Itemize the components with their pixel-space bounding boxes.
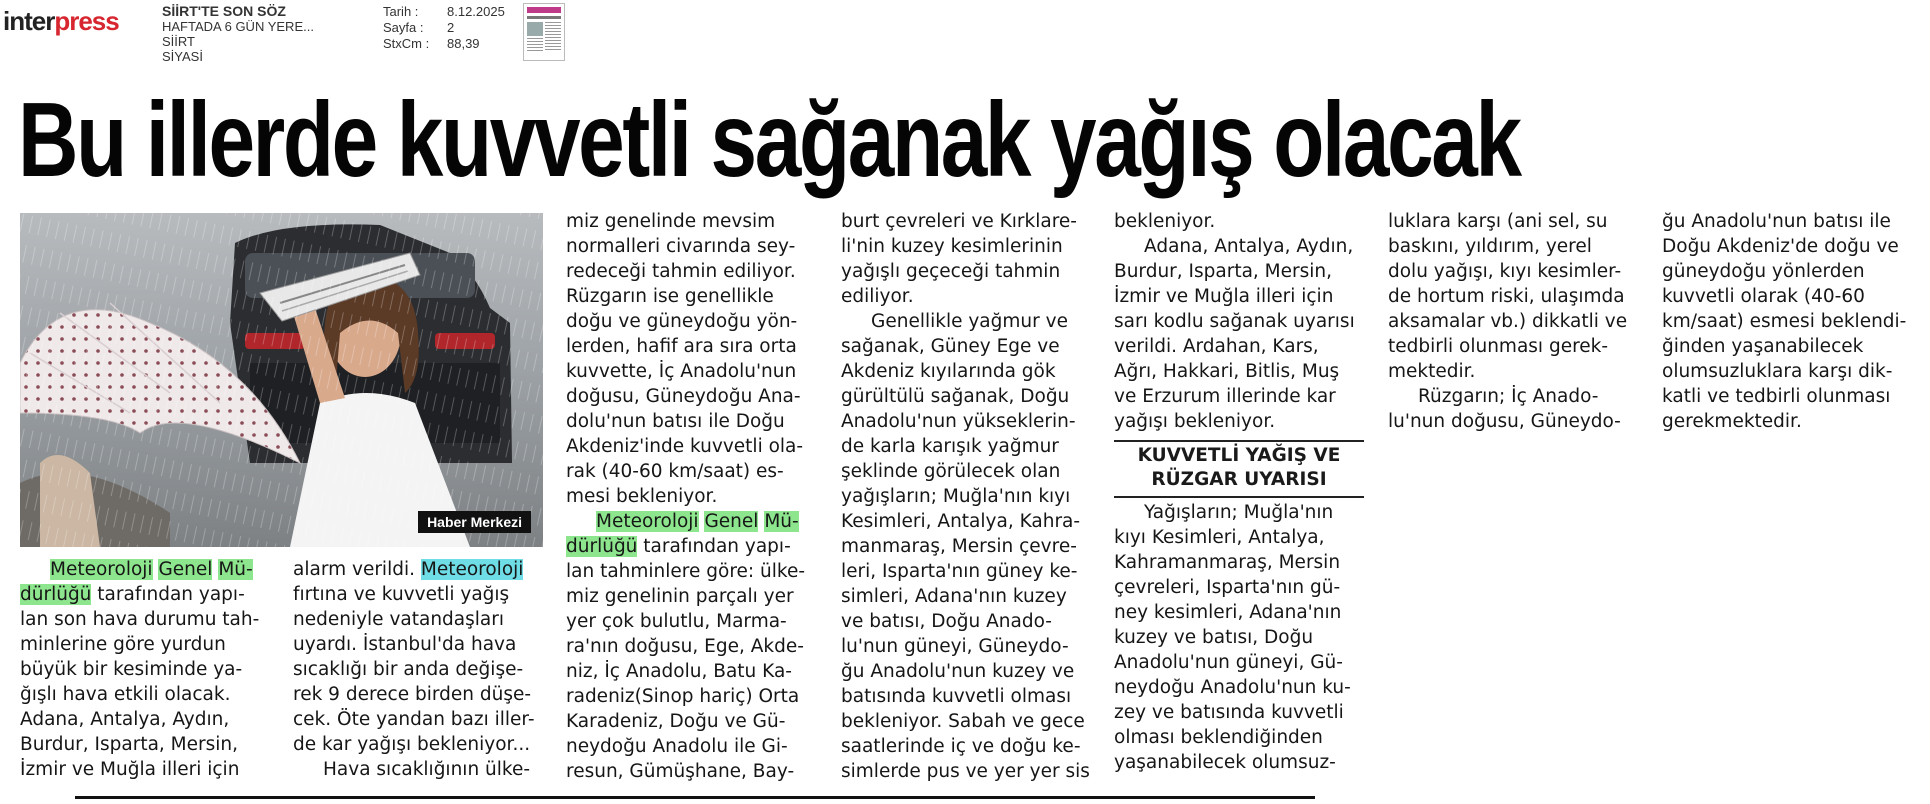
- article-line: ğu Anadolu'nun batısı ile: [1662, 211, 1891, 232]
- article-line: Kesimleri, Antalya, Kahra-: [841, 511, 1081, 532]
- page-thumbnail[interactable]: [523, 3, 565, 61]
- article-line: Yağışların; Muğla'nın: [1144, 502, 1334, 523]
- article-line: yağışlı geçeceği tahmin: [841, 261, 1061, 282]
- article-line: kuvvetli olarak (40-60: [1662, 286, 1865, 307]
- article-line: zey ve batısında kuvvetli: [1114, 702, 1344, 723]
- article-line: sarı kodlu sağanak uyarısı: [1114, 311, 1355, 332]
- article-line: redeceği tahmin ediliyor.: [566, 261, 796, 282]
- article-line: dolu yağışı, kıyı kesimler-: [1388, 261, 1622, 282]
- article-line: yağışı bekleniyor.: [1114, 411, 1276, 432]
- meta-value: 2: [447, 20, 455, 35]
- article-line: Meteoroloji Genel Mü-: [596, 511, 799, 532]
- article-line: Anadolu'nun güneyi, Gü-: [1114, 652, 1343, 673]
- article-line: luklara karşı (ani sel, su: [1388, 211, 1608, 232]
- article-line: Kahramanmaraş, Mersin: [1114, 552, 1341, 573]
- article-line: Karadeniz, Doğu ve Gü-: [566, 711, 786, 732]
- article-line: manmaraş, Mersin çevre-: [841, 536, 1077, 557]
- article-line: Anadolu'nun yükseklerin-: [841, 411, 1076, 432]
- article-line: Akdeniz'inde kuvvetli ola-: [566, 436, 804, 457]
- article-photo: [20, 213, 543, 547]
- article-line: ney kesimleri, Adana'nın: [1114, 602, 1342, 623]
- article-line: ğu Anadolu'nun kuzey ve: [841, 661, 1075, 682]
- article-line: Doğu Akdeniz'de doğu ve: [1662, 236, 1899, 257]
- article-column-1: [20, 557, 259, 782]
- article-line: minlerine göre yurdun: [20, 634, 226, 655]
- bottom-rule: [75, 796, 1315, 799]
- article-line: uyardı. İstanbul'da hava: [293, 634, 517, 655]
- article-line: gerekmektedir.: [1662, 411, 1802, 432]
- article-line: de karla karışık yağmur: [841, 436, 1059, 457]
- article-line: lu'nun güneyi, Güneydo-: [841, 636, 1069, 657]
- article-line: Hava sıcaklığının ülke-: [323, 759, 531, 780]
- article-line: katli ve tedbirli olunması: [1662, 386, 1891, 407]
- article-line: alarm verildi. Meteoroloji: [293, 559, 524, 580]
- article-line: Adana, Antalya, Aydın,: [20, 709, 230, 730]
- subhead-line-1: KUVVETLİ YAĞIŞ VE: [1137, 445, 1341, 466]
- article-column-5b: [1114, 500, 1351, 775]
- article-line: Adana, Antalya, Aydın,: [1144, 236, 1354, 257]
- publication-name: SİİRT'TE SON SÖZ: [162, 4, 286, 19]
- article-line: simlerde pus ve yer yer sis: [841, 761, 1090, 782]
- article-line: olumsuzluklara karşı dik-: [1662, 361, 1893, 382]
- article-line: yaşanabilecek olumsuz-: [1114, 752, 1336, 773]
- meta-key: Tarih :: [383, 4, 419, 19]
- article-line: Burdur, Isparta, Mersin,: [1114, 261, 1332, 282]
- article-column-6: [1388, 209, 1627, 434]
- article-line: gürültülü sağanak, Doğu: [841, 386, 1070, 407]
- article-line: Rüzgarın ise genellikle: [566, 286, 774, 307]
- article-line: yağışların; Muğla'nın kıyı: [841, 486, 1071, 507]
- publication-city: SİİRT: [162, 34, 195, 49]
- article-line: neydoğu Anadolu'nun ku-: [1114, 677, 1351, 698]
- logo-text: inter: [3, 6, 55, 36]
- article-line: verildi. Ardahan, Kars,: [1114, 336, 1319, 357]
- article-line: mektedir.: [1388, 361, 1476, 382]
- article-line: rak (40-60 km/saat) es-: [566, 461, 784, 482]
- article-line: baskını, yıldırım, yerel: [1388, 236, 1592, 257]
- article-line: resun, Gümüşhane, Bay-: [566, 761, 795, 782]
- article-line: olması beklendiğinden: [1114, 727, 1323, 748]
- article-line: li'nin kuzey kesimlerinin: [841, 236, 1063, 257]
- article-column-3: [566, 209, 805, 784]
- article-line: lu'nun doğusu, Güneydo-: [1388, 411, 1621, 432]
- article-line: sıcaklığı bir anda değişe-: [293, 659, 524, 680]
- article-line: neydoğu Anadolu ile Gi-: [566, 736, 788, 757]
- article-line: Akdeniz kıyılarında gök: [841, 361, 1056, 382]
- article-line: Genellikle yağmur ve: [871, 311, 1068, 332]
- article-headline: Bu illerde kuvvetli sağanak yağış olacak: [18, 81, 1520, 199]
- meta-value: 8.12.2025: [447, 4, 505, 19]
- article-line: batısında kuvvetli olması: [841, 686, 1072, 707]
- meta-row-date: [383, 4, 505, 20]
- article-line: sağanak, Güney Ege ve: [841, 336, 1060, 357]
- article-line: çevreleri, Isparta'nın gü-: [1114, 577, 1341, 598]
- article-line: nedeniyle vatandaşları: [293, 609, 504, 630]
- article-line: aksamalar vb.) dikkatli ve: [1388, 311, 1628, 332]
- article-line: lerden, hafif ara sıra orta: [566, 336, 797, 357]
- article-line: ve Erzurum illerinde kar: [1114, 386, 1336, 407]
- article-line: ğinden yaşanabilecek: [1662, 336, 1864, 357]
- article-line: Ağrı, Hakkari, Bitlis, Muş: [1114, 361, 1340, 382]
- article-line: burt çevreleri ve Kırklare-: [841, 211, 1077, 232]
- article-line: kıyı Kesimleri, Antalya,: [1114, 527, 1325, 548]
- article-line: Meteoroloji Genel Mü-: [50, 559, 253, 580]
- logo-text-accent: press: [54, 6, 119, 36]
- meta-row-stxcm: [383, 36, 505, 52]
- article-line: simleri, Adana'nın kuzey: [841, 586, 1067, 607]
- interpress-logo: [3, 6, 119, 37]
- article-line: güneydoğu yönlerden: [1662, 261, 1865, 282]
- article-line: İzmir ve Muğla illeri için: [20, 759, 240, 780]
- article-line: de kar yağışı bekleniyor...: [293, 734, 531, 755]
- photo-credit: Haber Merkezi: [418, 511, 531, 533]
- article-line: mesi bekleniyor.: [566, 486, 718, 507]
- subhead-line-2: RÜZGAR UYARISI: [1151, 469, 1327, 490]
- section-subheading: [1114, 440, 1364, 498]
- article-line: Burdur, Isparta, Mersin,: [20, 734, 238, 755]
- article-line: büyük bir kesiminde ya-: [20, 659, 243, 680]
- article-line: şeklinde görülecek olan: [841, 461, 1061, 482]
- article-line: dürlüğü tarafından yapı-: [566, 536, 791, 557]
- article-line: tedbirli olunması gerek-: [1388, 336, 1609, 357]
- article-line: km/saat) esmesi beklendi-: [1662, 311, 1907, 332]
- article-line: ediliyor.: [841, 286, 914, 307]
- article-line: fırtına ve kuvvetli yağış: [293, 584, 510, 605]
- article-line: normalleri civarında sey-: [566, 236, 796, 257]
- article-column-5a: [1114, 209, 1355, 434]
- article-line: rek 9 derece birden düşe-: [293, 684, 532, 705]
- article-line: miz genelinde mevsim: [566, 211, 776, 232]
- article-line: Rüzgarın; İç Anado-: [1418, 386, 1599, 407]
- article-line: radeniz(Sinop hariç) Orta: [566, 686, 800, 707]
- publication-column: HAFTADA 6 GÜN YERE...: [162, 19, 314, 34]
- article-line: bekleniyor. Sabah ve gece: [841, 711, 1085, 732]
- article-column-4: [841, 209, 1090, 784]
- article-line: niz, İç Anadolu, Batu Ka-: [566, 661, 792, 682]
- article-line: miz genelinin parçalı yer: [566, 586, 794, 607]
- publication-category: SİYASİ: [162, 49, 203, 64]
- publication-info: [162, 4, 392, 64]
- rain-scene-illustration: [20, 213, 543, 547]
- meta-key: StxCm :: [383, 36, 430, 51]
- article-line: bekleniyor.: [1114, 211, 1216, 232]
- article-line: dolu'nun batısı ile Doğu: [566, 411, 785, 432]
- article-line: lan son hava durumu tah-: [20, 609, 260, 630]
- article-line: İzmir ve Muğla illeri için: [1114, 286, 1334, 307]
- article-line: kuzey ve batısı, Doğu: [1114, 627, 1314, 648]
- article-line: leri, Isparta'nın güney ke-: [841, 561, 1078, 582]
- article-line: doğusu, Güneydoğu Ana-: [566, 386, 801, 407]
- article-line: ğışlı hava etkili olacak.: [20, 684, 231, 705]
- article-line: cek. Öte yandan bazı iller-: [293, 709, 535, 730]
- meta-row-page: [383, 20, 505, 36]
- article-line: doğu ve güneydoğu yön-: [566, 311, 798, 332]
- article-line: yer çok bulutlu, Marma-: [566, 611, 787, 632]
- article-line: ra'nın doğusu, Ege, Akde-: [566, 636, 804, 657]
- article-line: de hortum riski, ulaşımda: [1388, 286, 1625, 307]
- article-column-2: [293, 557, 535, 782]
- article-line: ve batısı, Doğu Anado-: [841, 611, 1052, 632]
- meta-value: 88,39: [447, 36, 480, 51]
- article-line: kuvvette, İç Anadolu'nun: [566, 361, 797, 382]
- article-column-7: [1662, 209, 1906, 434]
- clipping-meta: [383, 4, 505, 52]
- article-line: saatlerinde iç ve doğu ke-: [841, 736, 1081, 757]
- article-line: lan tahminlere göre: ülke-: [566, 561, 806, 582]
- article-line: dürlüğü tarafından yapı-: [20, 584, 245, 605]
- meta-key: Sayfa :: [383, 20, 424, 35]
